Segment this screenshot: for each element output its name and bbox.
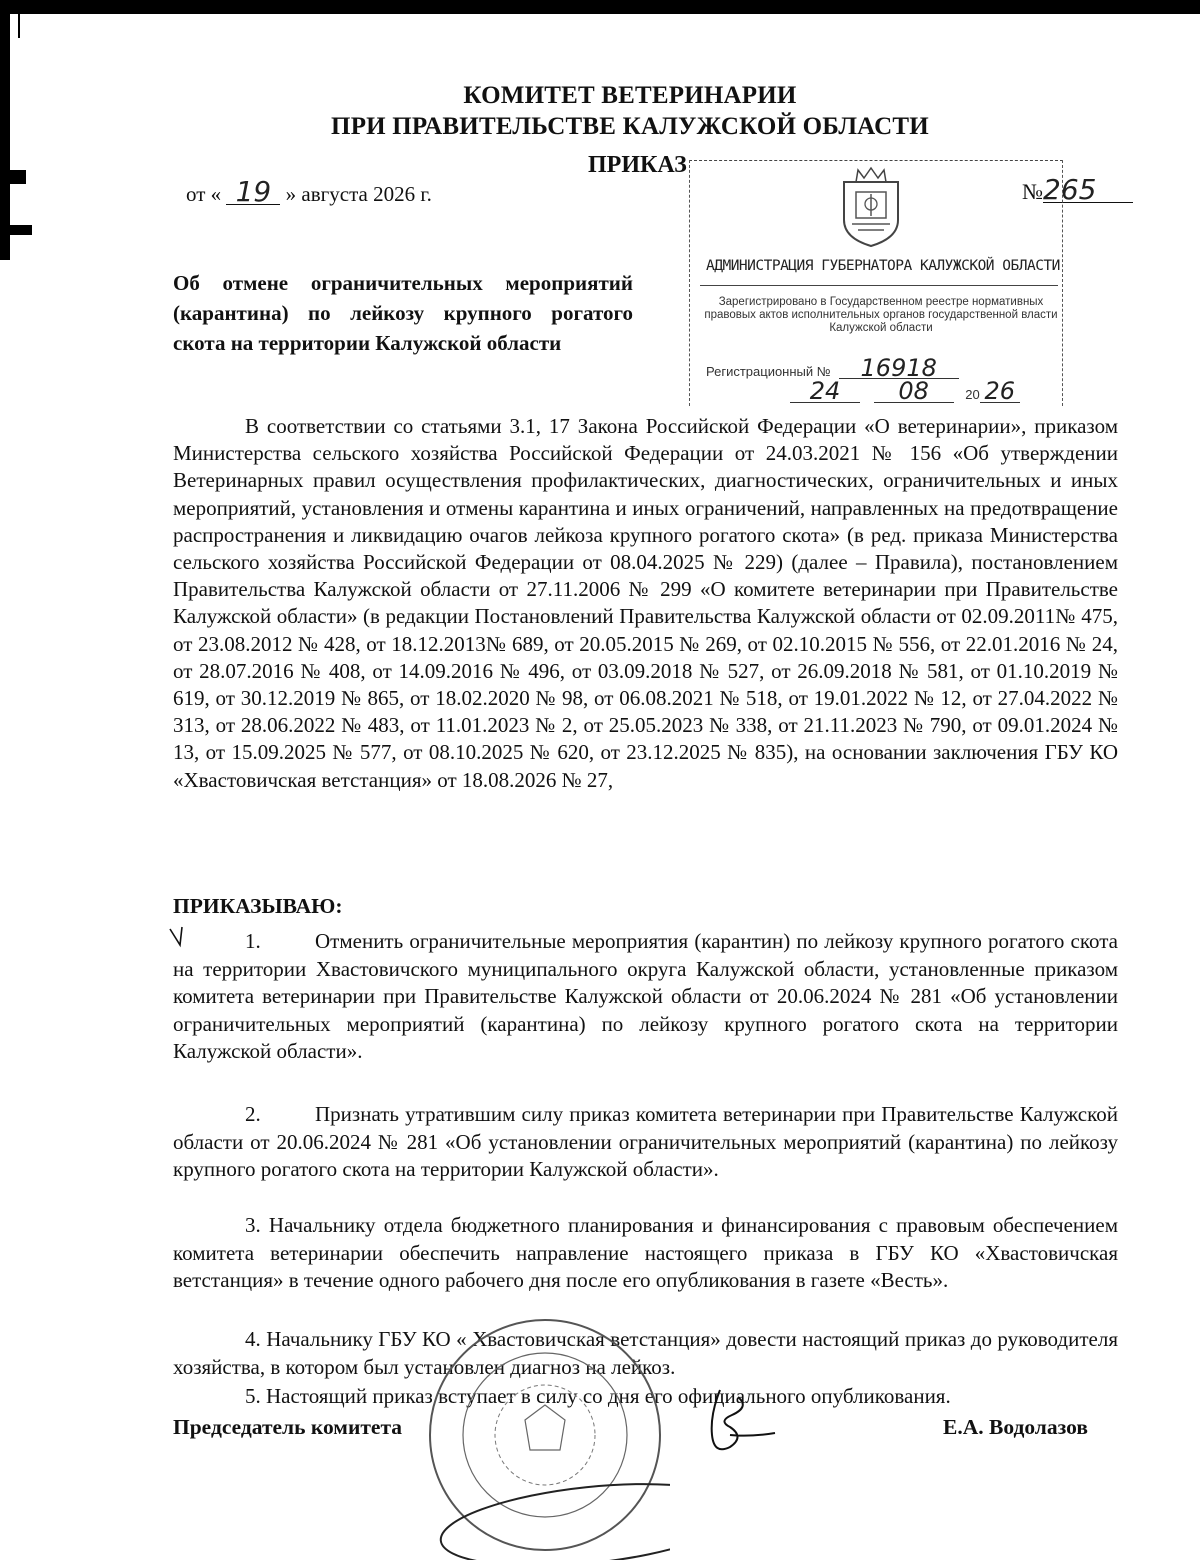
order-item-1 (173, 928, 1118, 1066)
stamp-text-line: Зарегистрировано в Государственном реестре нормативных (718, 296, 1044, 308)
document-date (186, 175, 432, 208)
preamble-paragraph: В соответствии со статьями 3.1, 17 Закона Российской Федерации «О ветеринарии», приказом Министерства сельского хозяйства Российской Федерации от 24.03.2021 № 156 «Об утверждении Ветеринарных правил осуществления профилактических, диагностических, ограничительных и иных мероприятий, установления и отмены карантина и иных ограничений, направленных на предотвращение распространения и ликвидацию очагов лейкоза крупного рогатого скота» (в ред. приказа Министерства сельского хозяйства Российской Федерации от 08.04.2025 № 229) (далее – Правила), постановлением Правительства Калужской области от 27.11.2006 № 299 «О комитете ветеринарии при Правительстве Калужской области» (в редакции Постановлений Правительства Калужской области от 02.09.2011№ 475, от 23.08.2012 № 428, от 18.12.2013№ 689, от 20.05.2015 № 269, от 02.10.2015 № 556, от 22.01.2016 № 24, от 28.07.2016 № 408, от 14.09.2016 № 496, от 03.09.2018 № 527, от 26.09.2018 № 581, от 01.10.2019 № 619, от 30.12.2019 № 865, от 18.02.2020 № 98, от 06.08.2021 № 518, от 19.01.2022 № 12, от 27.04.2022 № 313, от 28.06.2022 № 483, от 11.01.2023 № 2, от 25.05.2023 № 338, от 21.11.2023 № 790, от 09.01.2024 № 13, от 15.09.2025 № 577, от 08.10.2025 № 620, от 23.12.2025 № 835), на основании заключения ГБУ КО «Хвастовичская ветстанция» от 18.08.2026 № 27, (173, 414, 1118, 792)
reg-day-handwritten: 24 (790, 380, 860, 403)
document-type: ПРИКАЗ (588, 152, 687, 178)
scan-edge-left (0, 10, 10, 260)
date-suffix: » августа 2026 г. (285, 182, 432, 206)
signatory-name: Е.А. Водолазов (943, 1415, 1088, 1439)
scan-corner-mark (18, 14, 36, 38)
stamp-divider (700, 285, 1058, 286)
date-day-handwritten: 19 (226, 180, 280, 205)
document-heading (200, 80, 1060, 142)
scan-edge-left-mark (0, 225, 32, 235)
order-item-3: 3. Начальнику отдела бюджетного планирования и финансирования с правовым обеспечением комитета ветеринарии обеспечить направление настоящего приказа в ГБУ КО «Хвастовичская ветстанция» в течение одного рабочего дня после его опубликования в газете «Весть». (173, 1213, 1118, 1293)
stamp-text-line: Калужской области (829, 322, 933, 334)
reg-year-handwritten: 26 (980, 380, 1020, 403)
stamp-organization: АДМИНИСТРАЦИЯ ГУБЕРНАТОРА КАЛУЖСКОЙ ОБЛАСТИ (706, 258, 1060, 274)
stamp-text-line: правовых актов исполнительных органов государственной власти (704, 309, 1058, 321)
heading-line-2: ПРИ ПРАВИТЕЛЬСТВЕ КАЛУЖСКОЙ ОБЛАСТИ (331, 113, 929, 140)
item-number: 2. (245, 1102, 261, 1126)
heading-line-1: КОМИТЕТ ВЕТЕРИНАРИИ (463, 82, 797, 109)
reg-number-handwritten: 16918 (839, 358, 959, 379)
reg-year-prefix: 20 (965, 387, 980, 402)
scan-edge-left-mark (0, 170, 26, 184)
order-word: ПРИКАЗЫВАЮ: (173, 894, 343, 918)
reg-number-label: Регистрационный № (706, 364, 831, 379)
order-item-2 (173, 1101, 1118, 1184)
number-prefix: № (1022, 179, 1043, 204)
official-seal (420, 1310, 670, 1560)
document-subject: Об отмене ограничительных мероприятий (карантина) по лейкозу крупного рогатого скота на территории Калужской области (173, 271, 633, 355)
item-text: Отменить ограничительные мероприятия (карантин) по лейкозу крупного рогатого скота на территории Хвастовичского муниципального округа Калужской области, установленные приказом комитета ветеринарии при Правительстве Калужской области от 20.06.2024 № 281 «Об установлении ограничительных мероприятий (карантина) по лейкозу крупного рогатого скота на территории Калужской области». (173, 929, 1118, 1064)
order-item-5: 5. Настоящий приказ вступает в силу со дня его официального опубликования. (245, 1384, 951, 1408)
coat-of-arms-icon (838, 164, 904, 248)
number-handwritten: 265 (1043, 178, 1133, 203)
item-text: Признать утратившим силу приказ комитета ветеринарии при Правительстве Калужской области от 20.06.2024 № 281 «Об установлении ограничительных мероприятий (карантина) по лейкозу крупного рогатого скота на территории Калужской области». (173, 1102, 1118, 1182)
stamp-registration-number (706, 354, 959, 382)
reg-month-handwritten: 08 (874, 380, 954, 403)
stamp-registration-date (790, 377, 1020, 405)
date-prefix: от « (186, 182, 222, 206)
item-number: 1. (245, 929, 261, 953)
signatory-position: Председатель комитета (173, 1415, 403, 1439)
handwritten-signature (690, 1385, 780, 1465)
stamp-registration-text (704, 296, 1058, 335)
order-item-4: 4. Начальнику ГБУ КО « Хвастовичская ветстанция» довести настоящий приказ до руководителя хозяйства, в котором был установлен диагноз на лейкоз. (173, 1327, 1118, 1379)
scan-edge-top (0, 0, 1200, 14)
